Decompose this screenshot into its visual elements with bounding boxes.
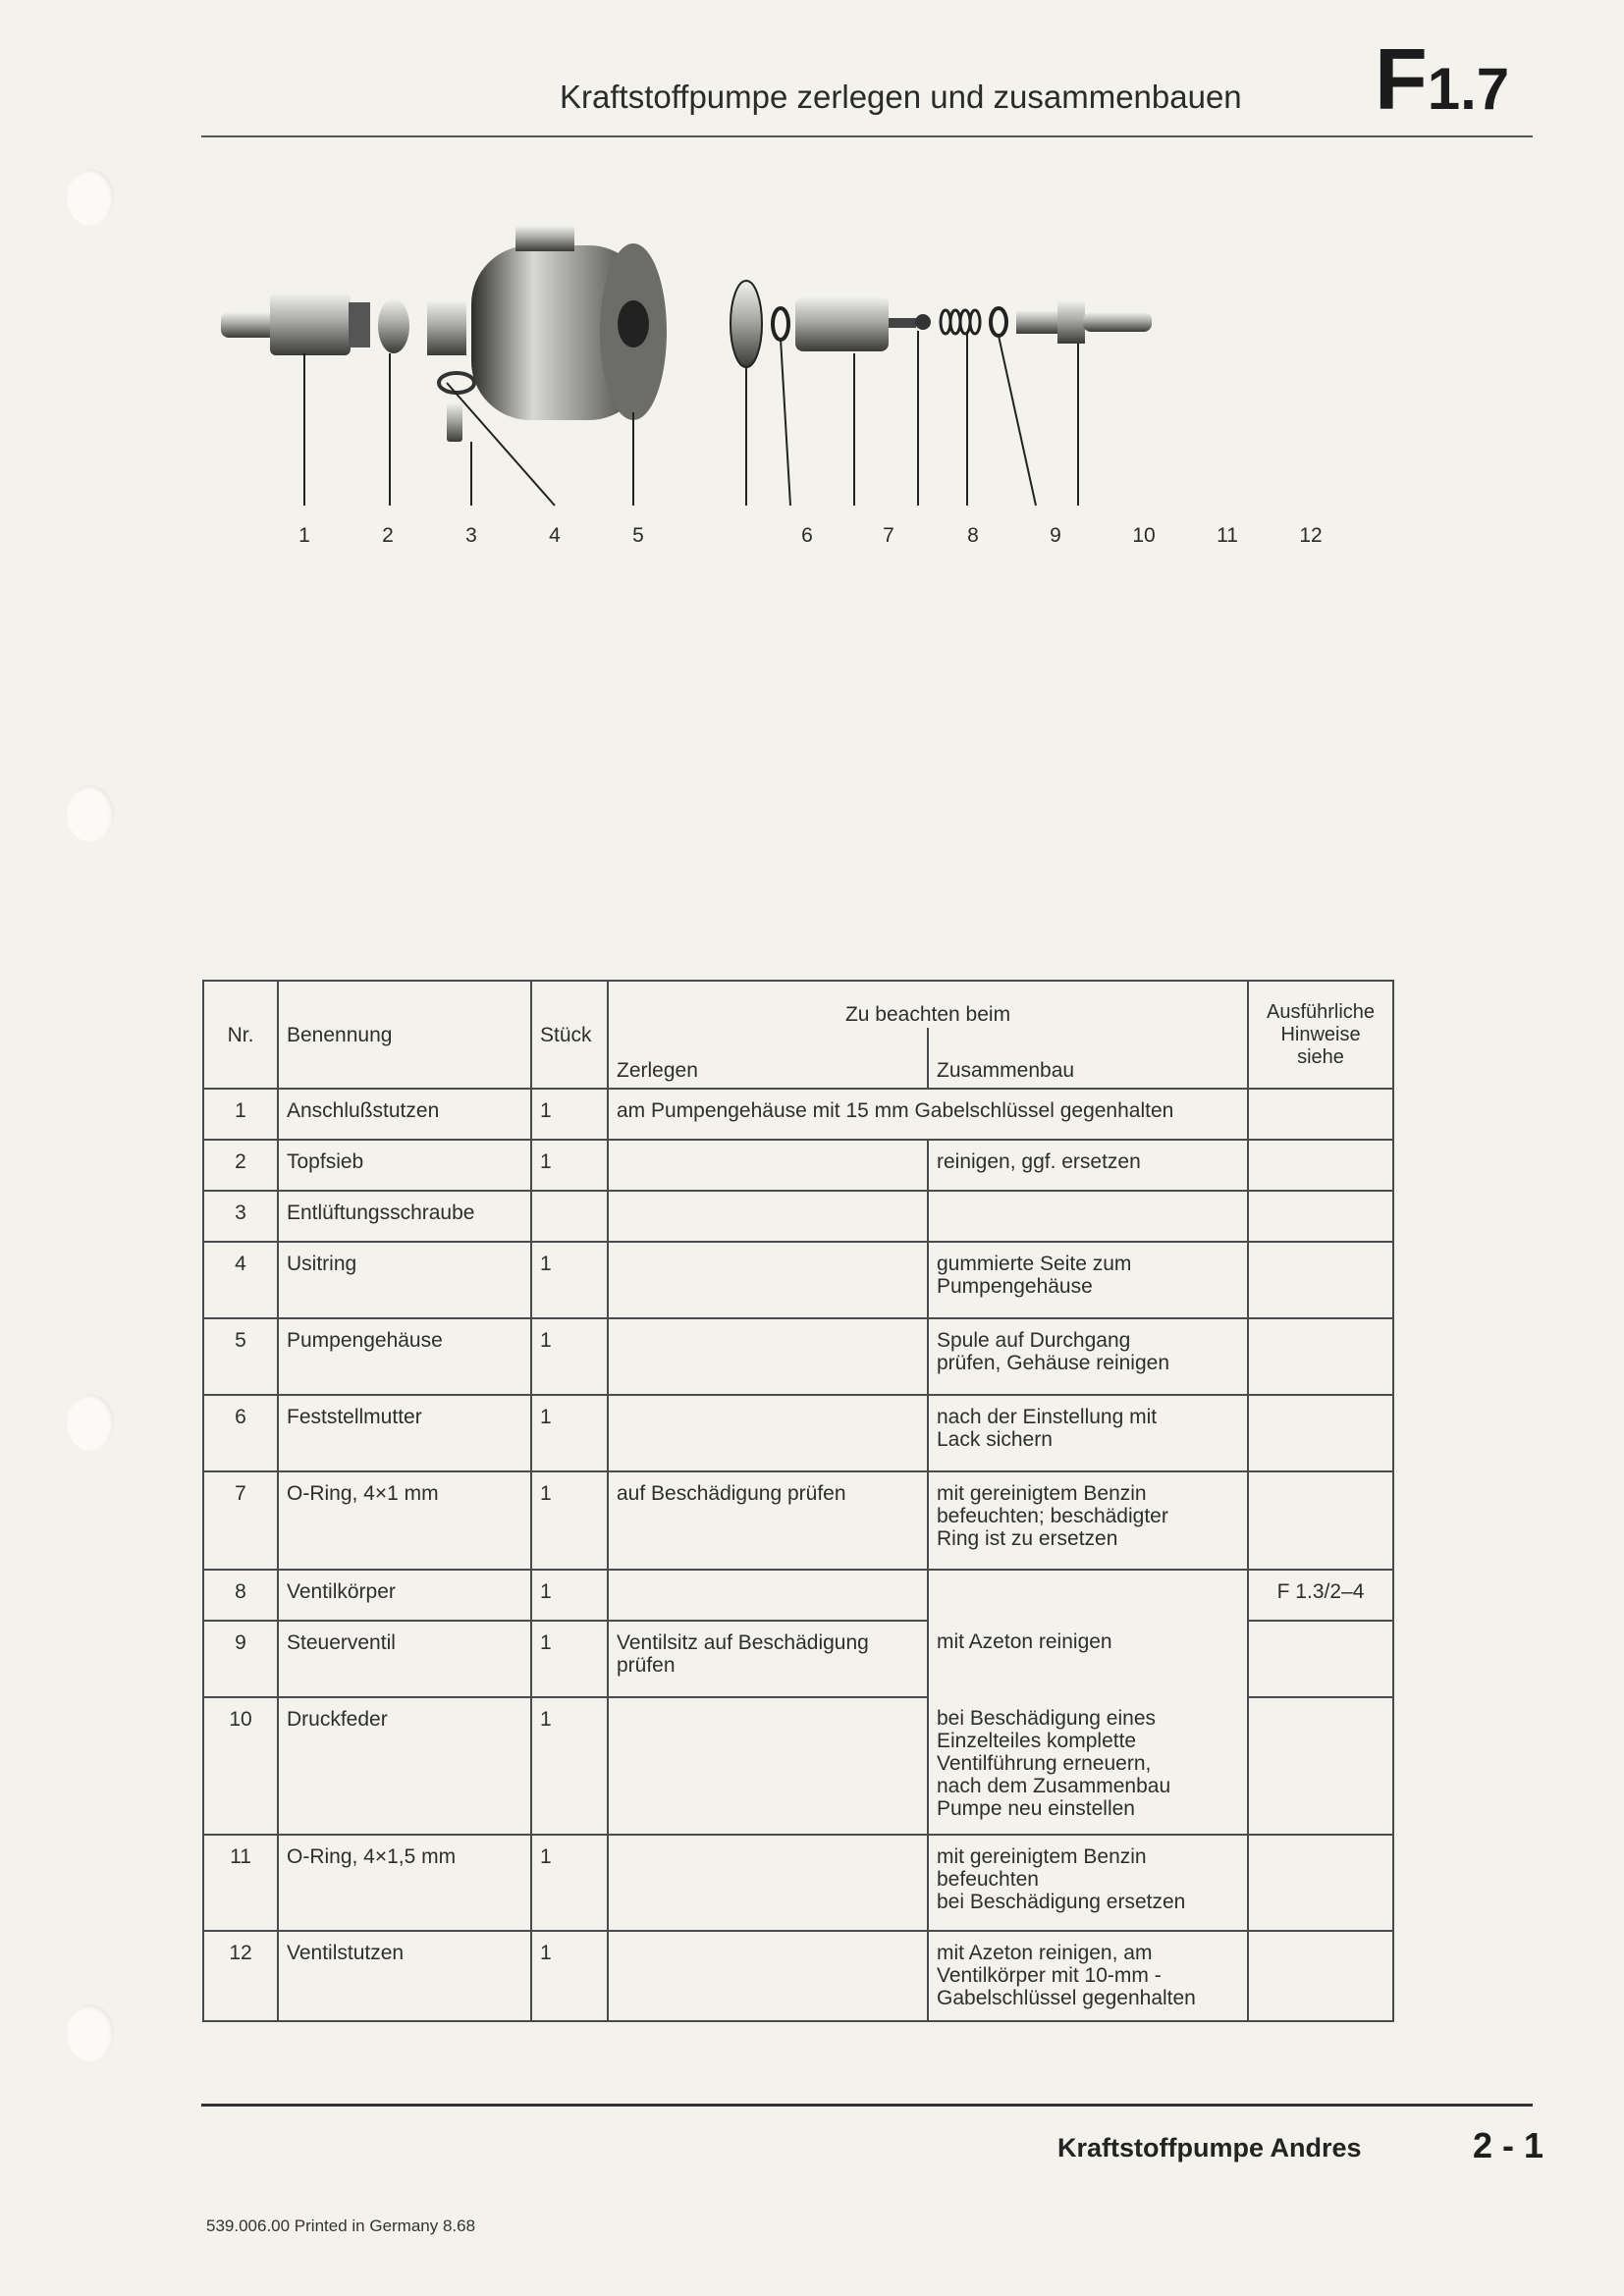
cell-zerlegen [608, 1931, 928, 2021]
cell-hinweise [1248, 1931, 1393, 2021]
cell-nr: 7 [203, 1471, 278, 1570]
cell-qty: 1 [531, 1140, 608, 1191]
cell-zusammenbau [928, 1318, 1248, 1395]
cell-zerlegen [608, 1191, 928, 1242]
part-10-spring [941, 310, 980, 334]
table-row [203, 1140, 1393, 1191]
callout-5: 5 [632, 524, 644, 547]
cell-name: Anschlußstutzen [278, 1089, 531, 1140]
cell-nr: 5 [203, 1318, 278, 1395]
cell-name: Pumpengehäuse [278, 1318, 531, 1395]
table-row [203, 1089, 1393, 1140]
cell-line: bei Beschädigung eines [937, 1707, 1157, 1730]
page-number: 2 - 1 [1473, 2125, 1544, 2165]
cell-qty: 1 [531, 1089, 608, 1140]
cell-zerlegen [608, 1835, 928, 1931]
cell-hinweise [1248, 1191, 1393, 1242]
cell-zerlegen [608, 1621, 928, 1697]
cell-hinweise [1248, 1471, 1393, 1570]
print-note: 539.006.00 Printed in Germany 8.68 [206, 2216, 476, 2235]
table-row [203, 1835, 1393, 1931]
cell-hinweise [1248, 1395, 1393, 1471]
section-number: 1.7 [1427, 56, 1510, 122]
cell-nr: 4 [203, 1242, 278, 1318]
cell-qty: 1 [531, 1471, 608, 1570]
cell-line: Ventilkörper mit 10-mm - [937, 1964, 1162, 1987]
section-code [1375, 29, 1509, 130]
cell-line: gummierte Seite zum [937, 1253, 1132, 1275]
punch-hole-lower [67, 1394, 114, 1451]
callout-12: 12 [1299, 524, 1323, 547]
cell-zerlegen [608, 1570, 928, 1621]
punch-hole-top [67, 169, 114, 226]
part-1-connector [221, 293, 370, 355]
punch-hole-upper [67, 785, 114, 842]
cell-zusammenbau [928, 1697, 1248, 1835]
cell-hinweise [1248, 1140, 1393, 1191]
cell-qty [531, 1191, 608, 1242]
cell-combined: am Pumpengehäuse mit 15 mm Gabelschlüssel gegenhalten [608, 1089, 1248, 1140]
cell-nr: 3 [203, 1191, 278, 1242]
cell-qty: 1 [531, 1395, 608, 1471]
table-row [203, 1242, 1393, 1318]
cell-hinweise [1248, 1697, 1393, 1835]
callout-leader-lines [304, 331, 1078, 506]
cell-line: Pumpengehäuse [937, 1275, 1093, 1298]
table-row [203, 1395, 1393, 1471]
header-stueck: Stück [531, 981, 608, 1089]
page-title: Kraftstoffpumpe zerlegen und zusammenbauen [560, 79, 1242, 115]
callout-9: 9 [1050, 524, 1061, 547]
cell-zusammenbau [928, 1931, 1248, 2021]
cell-nr: 6 [203, 1395, 278, 1471]
cell-name: Feststellmutter [278, 1395, 531, 1471]
cell-line: befeuchten; beschädigter [937, 1505, 1168, 1527]
cell-name: O-Ring, 4×1 mm [278, 1471, 531, 1570]
section-letter: F [1375, 30, 1428, 128]
cell-zerlegen [608, 1242, 928, 1318]
table-row [203, 1318, 1393, 1395]
cell-zusammenbau [928, 1835, 1248, 1931]
cell-nr: 1 [203, 1089, 278, 1140]
cell-qty: 1 [531, 1318, 608, 1395]
part-6-locknut [731, 281, 762, 367]
cell-qty: 1 [531, 1242, 608, 1318]
table-row [203, 1570, 1393, 1621]
cell-name: Ventilkörper [278, 1570, 531, 1621]
cell-zusammenbau [928, 1242, 1248, 1318]
parts-table [202, 980, 1394, 2022]
cell-zerlegen [608, 1318, 928, 1395]
punch-hole-bottom [67, 2004, 114, 2061]
cell-hinweise: F 1.3/2–4 [1248, 1570, 1393, 1621]
header-hinweise-line-3: siehe [1297, 1045, 1344, 1068]
callout-1: 1 [298, 524, 310, 547]
cell-name: Usitring [278, 1242, 531, 1318]
header-zusammenbau: Zusammenbau [928, 1028, 1248, 1089]
part-8-valve-body [795, 296, 889, 351]
callout-2: 2 [382, 524, 394, 547]
table-row [203, 1931, 1393, 2021]
cell-nr: 10 [203, 1697, 278, 1835]
cell-name: O-Ring, 4×1,5 mm [278, 1835, 531, 1931]
cell-line: prüfen, Gehäuse reinigen [937, 1352, 1169, 1374]
cell-nr: 8 [203, 1570, 278, 1621]
part-12-valve-stub [1016, 300, 1152, 344]
cell-zusammenbau: reinigen, ggf. ersetzen [928, 1140, 1248, 1191]
header-zerlegen: Zerlegen [608, 1028, 928, 1089]
callout-10: 10 [1132, 524, 1156, 547]
header-hinweise [1248, 981, 1393, 1089]
footer-title: Kraftstoffpumpe Andres [1057, 2133, 1362, 2163]
callout-3: 3 [465, 524, 477, 547]
cell-qty: 1 [531, 1570, 608, 1621]
cell-line: bei Beschädigung ersetzen [937, 1891, 1186, 1913]
cell-zusammenbau: mit Azeton reinigen [928, 1621, 1248, 1697]
callout-6: 6 [801, 524, 813, 547]
cell-name: Ventilstutzen [278, 1931, 531, 2021]
part-2-strainer [378, 298, 409, 353]
cell-line: mit gereinigtem Benzin [937, 1845, 1147, 1868]
cell-qty: 1 [531, 1697, 608, 1835]
cell-nr: 9 [203, 1621, 278, 1697]
cell-line: Lack sichern [937, 1428, 1053, 1451]
cell-hinweise [1248, 1242, 1393, 1318]
cell-zerlegen [608, 1697, 928, 1835]
cell-hinweise [1248, 1621, 1393, 1697]
footer-rule [201, 2104, 1533, 2107]
cell-line: befeuchten [937, 1868, 1039, 1891]
cell-name: Druckfeder [278, 1697, 531, 1835]
header-zu-beachten: Zu beachten beim [608, 981, 1248, 1028]
table-row [203, 1471, 1393, 1570]
cell-nr: 2 [203, 1140, 278, 1191]
cell-line: Ring ist zu ersetzen [937, 1527, 1118, 1550]
header-benennung: Benennung [278, 981, 531, 1089]
table-row [203, 1697, 1393, 1835]
part-11-o-ring [991, 308, 1006, 336]
cell-hinweise [1248, 1318, 1393, 1395]
cell-line: prüfen [617, 1654, 676, 1677]
cell-line: nach dem Zusammenbau [937, 1775, 1171, 1797]
callout-11: 11 [1217, 524, 1238, 547]
header-nr: Nr. [203, 981, 278, 1089]
part-7-o-ring [773, 308, 788, 340]
cell-zusammenbau [928, 1191, 1248, 1242]
cell-qty: 1 [531, 1621, 608, 1697]
cell-nr: 12 [203, 1931, 278, 2021]
callout-4: 4 [549, 524, 561, 547]
cell-zerlegen [608, 1395, 928, 1471]
header-hinweise-line-1: Ausführliche [1266, 1000, 1376, 1023]
cell-qty: 1 [531, 1931, 608, 2021]
table-row [203, 1191, 1393, 1242]
header-rule [201, 135, 1533, 137]
cell-zusammenbau [928, 1570, 1248, 1621]
callout-7: 7 [883, 524, 894, 547]
cell-line: Pumpe neu einstellen [937, 1797, 1135, 1820]
cell-zerlegen [608, 1140, 928, 1191]
cell-nr: 11 [203, 1835, 278, 1931]
part-9-control-valve [889, 314, 931, 330]
cell-hinweise [1248, 1835, 1393, 1931]
exploded-view-figure [201, 206, 1429, 560]
cell-line: mit Azeton reinigen, am [937, 1942, 1153, 1964]
cell-name: Entlüftungsschraube [278, 1191, 531, 1242]
cell-zerlegen: auf Beschädigung prüfen [608, 1471, 928, 1570]
cell-zusammenbau [928, 1395, 1248, 1471]
table-row [203, 1621, 1393, 1697]
callout-8: 8 [967, 524, 979, 547]
cell-name: Steuerventil [278, 1621, 531, 1697]
cell-line: Ventilsitz auf Beschädigung [617, 1631, 869, 1654]
cell-line: Gabelschlüssel gegenhalten [937, 1987, 1196, 2009]
cell-line: Einzelteiles komplette [937, 1730, 1137, 1752]
cell-line: Ventilführung erneuern, [937, 1752, 1152, 1775]
cell-line: Spule auf Durchgang [937, 1329, 1131, 1352]
cell-line: mit gereinigtem Benzin [937, 1482, 1147, 1505]
cell-qty: 1 [531, 1835, 608, 1931]
cell-hinweise [1248, 1089, 1393, 1140]
header-hinweise-line-2: Hinweise [1280, 1023, 1361, 1045]
cell-name: Topfsieb [278, 1140, 531, 1191]
cell-zusammenbau [928, 1471, 1248, 1570]
cell-line: nach der Einstellung mit [937, 1406, 1158, 1428]
